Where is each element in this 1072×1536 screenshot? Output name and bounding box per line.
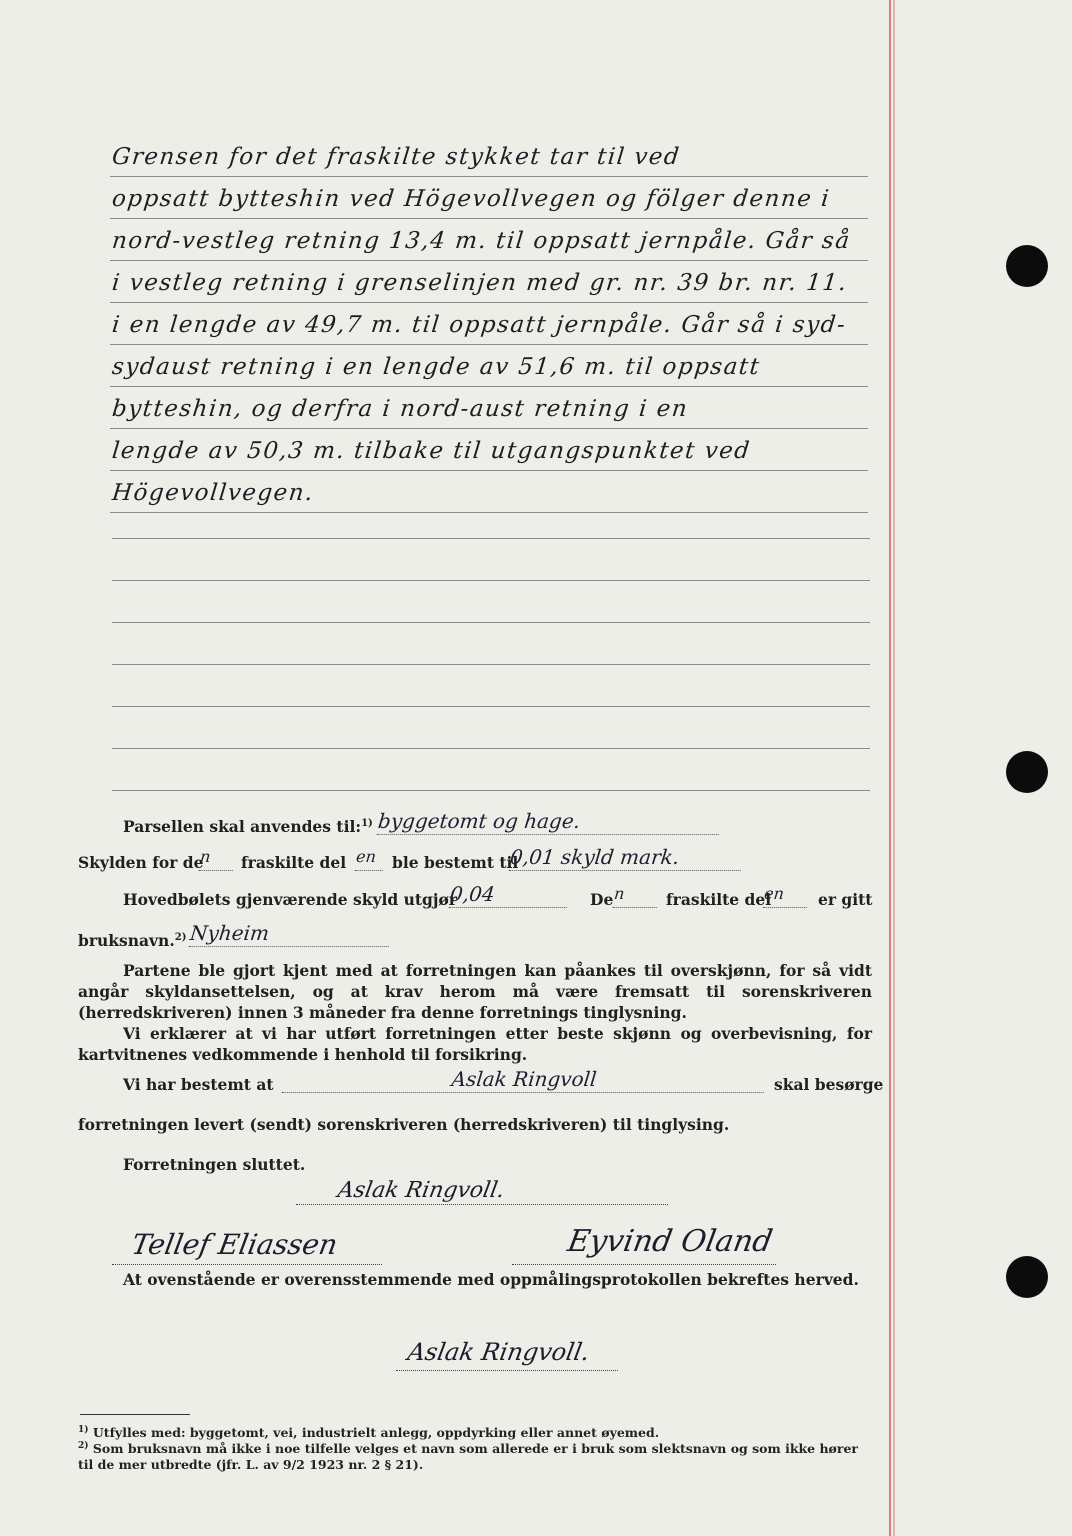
assign-label: Vi har bestemt at <box>123 1075 274 1094</box>
use-label: Parsellen skal anvendes til:$^{1)}$ <box>123 817 373 836</box>
use-value: byggetomt og hage. <box>377 810 722 835</box>
delivered-text: forretningen levert (sendt) sorenskriveren (herredskriveren) til tinglysing. <box>78 1115 730 1134</box>
margin-line <box>889 0 891 1536</box>
ruled-line <box>112 538 870 539</box>
handwritten-line: nord-vestleg retning 13,4 m. til oppsatt jernpåle. Går så <box>110 222 872 261</box>
remaining-value: 0,04 <box>449 883 570 908</box>
handwritten-line: Grensen for det fraskilte stykket tar til ved <box>110 138 872 177</box>
ruled-line <box>112 790 870 791</box>
margin-line-secondary <box>893 0 895 1536</box>
remaining-label-c: fraskilte del <box>666 890 772 909</box>
footnote-1: $^{1)}$ Utfylles med: byggetomt, vei, industrielt anlegg, oppdyrking eller annet øyemed. <box>78 1425 660 1441</box>
skyld-fill-a: n <box>199 846 236 871</box>
footnote-2: $^{2)}$ Som bruksnavn må ikke i noe tilfelle velges et navn som allerede er i bruk som slektsnavn og som ikke hører til de mer utbredte (jfr. L. av 9/2 1923 nr. 2 § 21). <box>78 1441 859 1473</box>
signature-line <box>512 1264 776 1265</box>
remaining-label-d: er gitt <box>818 890 873 909</box>
declaration-paragraph: Vi erklærer at vi har utført forretningen etter beste skjønn og overbevisning, for kartvitnenes vedkommende i henhold til forsikring. <box>78 1024 872 1064</box>
punch-hole <box>1006 751 1048 793</box>
signature-2: Tellef Eliassen <box>129 1228 341 1261</box>
handwritten-line: Högevollvegen. <box>110 474 872 513</box>
assign-label-b: skal besørge <box>774 1075 884 1094</box>
ruled-line <box>112 622 870 623</box>
signature-4: Aslak Ringvoll. <box>405 1338 592 1366</box>
signature-line <box>396 1370 618 1371</box>
skyld-label-a: Skylden for de <box>78 853 204 872</box>
signature-3: Eyvind Oland <box>564 1224 776 1259</box>
remaining-label-b: De <box>590 890 614 909</box>
signature-line <box>296 1204 668 1205</box>
bruksnavn-label: bruksnavn.$^{2)}$ <box>78 931 187 950</box>
punch-hole <box>1006 1256 1048 1298</box>
ruled-line <box>112 664 870 665</box>
ruled-line <box>112 580 870 581</box>
skyld-label-b: fraskilte del <box>241 853 347 872</box>
remaining-fill-c: en <box>763 883 810 908</box>
signature-1: Aslak Ringvoll. <box>335 1178 507 1203</box>
handwritten-line: bytteshin, og derfra i nord-aust retning i en <box>110 390 872 429</box>
handwritten-line: oppsatt bytteshin ved Högevollvegen og fölger denne i <box>110 180 872 219</box>
bruksnavn-value: Nyheim <box>189 922 392 947</box>
handwritten-line: i en lengde av 49,7 m. til oppsatt jernpåle. Går så i syd- <box>110 306 872 345</box>
skyld-value: 0,01 skyld mark. <box>509 846 744 871</box>
appeal-paragraph: Partene ble gjort kjent med at forretningen kan påankes til overskjønn, for så vidt angår skyldansettelsen, og at krav herom må være fremsatt til sorenskriveren (herredskriveren) innen 3 måneder fra denne forretnings tinglysning. <box>78 961 872 1022</box>
handwritten-line: sydaust retning i en lengde av 51,6 m. til oppsatt <box>110 348 872 387</box>
skyld-fill-b: en <box>355 846 386 871</box>
skyld-label-c: ble bestemt til <box>392 853 519 872</box>
confirm-text: At ovenstående er overensstemmende med oppmålingsprotokollen bekreftes herved. <box>123 1270 859 1289</box>
assign-value: Aslak Ringvoll <box>282 1068 767 1093</box>
handwritten-line: lengde av 50,3 m. tilbake til utgangspunktet ved <box>110 432 872 471</box>
punch-hole <box>1006 245 1048 287</box>
remaining-label: Hovedbølets gjenværende skyld utgjør <box>123 890 457 909</box>
handwritten-line: i vestleg retning i grenselinjen med gr. nr. 39 br. nr. 11. <box>110 264 872 303</box>
footnote-rule <box>80 1414 190 1415</box>
ruled-line <box>112 748 870 749</box>
signature-line <box>112 1264 382 1265</box>
closed-text: Forretningen sluttet. <box>123 1155 306 1174</box>
ruled-line <box>112 706 870 707</box>
remaining-fill-b: n <box>613 883 660 908</box>
